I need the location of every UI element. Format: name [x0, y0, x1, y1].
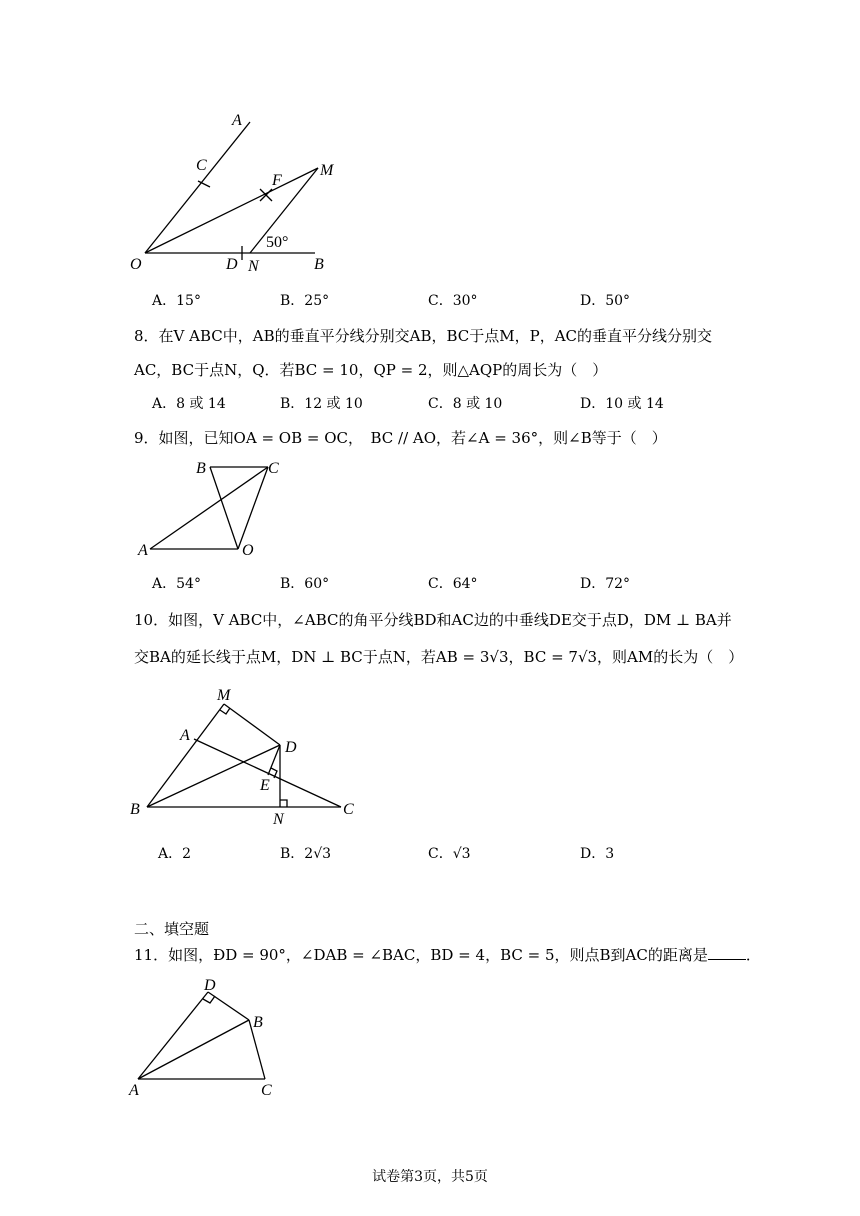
q11-text-pre: 11．如图，ÐD = 90°，∠DAB = ∠BAC，BD = 4，BC = 5，则点B到AC的距离是	[134, 946, 708, 964]
q9-label-O: O	[242, 542, 254, 559]
q7-label-F: F	[272, 172, 282, 189]
q7-label-M: M	[320, 162, 334, 179]
q7-option-d: D．50°	[580, 293, 631, 309]
q9-label-B: B	[196, 460, 206, 477]
q7-label-A: A	[232, 112, 242, 129]
q9-option-a: A．54°	[152, 576, 201, 592]
page-footer: 试卷第3页，共5页	[372, 1169, 488, 1185]
q11-figure	[125, 975, 285, 1100]
q10-label-C: C	[343, 801, 354, 818]
q8-option-d: D．10 或 14	[580, 396, 664, 412]
q10-label-M: M	[217, 687, 231, 704]
q10-label-N: N	[273, 811, 284, 828]
q10-text-line1: 10．如图，V ABC中，∠ABC的角平分线BD和AC边的中垂线DE交于点D，DM ⊥ BA并	[134, 611, 732, 629]
q11-text-line1	[134, 945, 761, 965]
q10-text-line2: 交BA的延长线于点M，DN ⊥ BC于点N，若AB = 3√3，BC = 7√3，则AM的长为（ ）	[134, 648, 744, 666]
q7-label-N: N	[248, 258, 259, 275]
q9-label-C: C	[268, 460, 279, 477]
q11-text-post: ．	[745, 946, 761, 964]
q9-option-b: B．60°	[280, 576, 330, 592]
q11-label-A: A	[129, 1082, 139, 1099]
q10-option-a: A．2	[158, 846, 192, 862]
q8-option-b: B．12 或 10	[280, 396, 363, 412]
q10-label-D: D	[285, 739, 297, 756]
q10-figure	[125, 682, 365, 830]
q8-option-c: C．8 或 10	[428, 396, 503, 412]
q7-label-B: B	[314, 256, 324, 273]
q9-text-line1: 9．如图，已知OA = OB = OC， BC // AO，若∠A = 36°，则∠B等于（ ）	[134, 429, 667, 447]
q9-figure	[130, 455, 290, 565]
q10-label-A: A	[180, 727, 190, 744]
q7-label-C: C	[196, 157, 207, 174]
q10-label-E: E	[260, 777, 270, 794]
q8-text-line1: 8．在V ABC中，AB的垂直平分线分别交AB，BC于点M，P，AC的垂直平分线分别交	[134, 327, 713, 345]
q7-label-D: D	[226, 256, 238, 273]
q7-option-a: A．15°	[152, 293, 201, 309]
q11-answer-blank[interactable]	[708, 945, 746, 960]
q7-angle-label: 50°	[266, 234, 289, 251]
q11-label-B: B	[253, 1014, 263, 1031]
q7-label-O: O	[130, 256, 142, 273]
q10-option-b: B．2√3	[280, 846, 332, 862]
q8-text-line2: AC，BC于点N，Q．若BC = 10，QP = 2，则△AQP的周长为（ ）	[134, 361, 608, 379]
q7-option-c: C．30°	[428, 293, 478, 309]
q9-option-d: D．72°	[580, 576, 631, 592]
q10-option-c: C．√3	[428, 846, 471, 862]
q8-option-a: A．8 或 14	[152, 396, 226, 412]
section-heading: 二、填空题	[134, 920, 210, 938]
q7-option-b: B．25°	[280, 293, 330, 309]
q10-label-B: B	[130, 801, 140, 818]
q9-option-c: C．64°	[428, 576, 478, 592]
q11-label-D: D	[204, 977, 216, 994]
q10-option-d: D．3	[580, 846, 615, 862]
q7-figure	[120, 105, 350, 280]
q9-label-A: A	[138, 542, 148, 559]
q11-label-C: C	[261, 1082, 272, 1099]
